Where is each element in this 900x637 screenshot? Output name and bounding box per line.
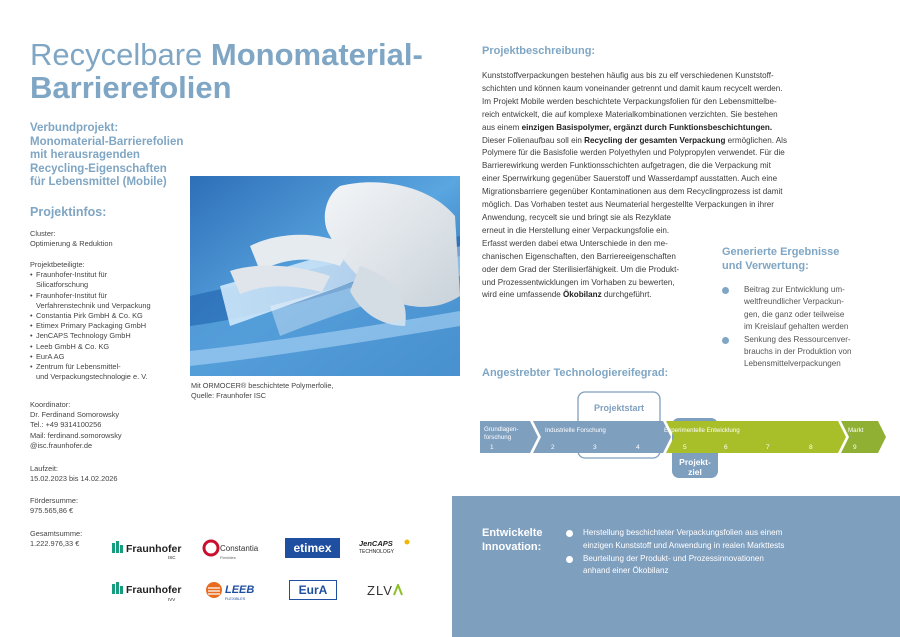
- subhead-line: für Lebensmittel (Mobile): [30, 176, 167, 188]
- zlv-leaf-icon: [393, 584, 403, 596]
- laufzeit-value: 15.02.2023 bis 14.02.2026: [30, 474, 118, 484]
- bullet-dot-icon: [722, 287, 729, 294]
- pb-line: Migrationsbarriere gegenüber Kontaminationen aus dem Recyclingprozess ist damit: [482, 187, 783, 197]
- pb-text-part: durchgeführt.: [601, 290, 652, 300]
- subhead-line: mit herausragenden: [30, 149, 140, 161]
- trl-phase-markt: [841, 421, 886, 453]
- fraunhofer-ivv-sub: IVV: [168, 597, 176, 602]
- pb-emphasis: Recycling der gesamten Verpackung: [584, 135, 726, 145]
- pb-line: [482, 135, 824, 148]
- gesamtsumme-label: Gesamtsumme:: [30, 529, 83, 538]
- innovation-heading-line: Innovation:: [482, 540, 542, 553]
- etimex-name: etimex: [293, 541, 332, 555]
- beteiligte-item: • JenCAPS Technology GmbH: [30, 331, 190, 341]
- beteiligte-label: Projektbeteiligte:: [30, 260, 85, 269]
- bullet-dot-icon: [566, 530, 573, 537]
- beteiligte-item: • Constantia Pirk GmbH & Co. KG: [30, 311, 190, 321]
- ergebnisse-heading: [722, 246, 882, 273]
- subhead-line: Monomaterial-Barrierefolien: [30, 135, 184, 148]
- pb-line: Polymere für die Basisfolie werden Polyethylen und Polypropylen verwendet. Für die: [482, 148, 785, 158]
- koordinator-mail: Mail: ferdinand.somorowsky: [30, 430, 122, 440]
- ergebnis-item: [722, 334, 887, 371]
- pb-text-part: ermöglichen. Als: [725, 135, 788, 145]
- jencaps-logo: [355, 536, 411, 560]
- subhead-line: Verbundprojekt:: [30, 122, 119, 134]
- pb-line: oder dem Grad der Sterilisierfähigkeit. Um die Produkt-: [482, 264, 680, 274]
- projektziel-label-1: Projekt-: [679, 457, 711, 467]
- trl-heading: Angestrebter Technologiereifegrad:: [482, 367, 669, 379]
- beteiligte-list: [30, 270, 190, 382]
- ergebnis-text: Senkung des Ressourcenver- brauchs in der Produktion von Lebensmittelverpackungen: [744, 334, 852, 369]
- innovation-list: [566, 527, 846, 578]
- foerdersumme-value: 975.565,86 €: [30, 506, 74, 516]
- fraunhofer-isc-logo: [110, 537, 182, 561]
- bullet-dot-icon: [566, 556, 573, 563]
- pb-line: reich entwickelt, die auf komplexe Materialkombinationen verzichten. Sie bestehen: [482, 109, 778, 119]
- beteiligte-item: • Leeb GmbH & Co. KG: [30, 342, 190, 352]
- projektbeschreibung-heading: Projektbeschreibung:: [482, 45, 596, 57]
- coated-film-photo: [190, 176, 460, 376]
- pb-text-part: aus einem: [482, 122, 522, 132]
- foerdersumme-block: [30, 496, 190, 516]
- fraunhofer-isc-name: Fraunhofer: [126, 543, 182, 555]
- trl-level: 9: [853, 444, 857, 451]
- trl-phase-experimentell: [666, 421, 846, 453]
- film-photo-illustration: [190, 176, 460, 376]
- constantia-name: Constantia: [220, 544, 259, 553]
- innovation-text: Beurteilung der Produkt- und Prozessinnovationen anhand einer Ökobilanz: [583, 553, 764, 576]
- beteiligte-item: • Etimex Primary Packaging GmbH: [30, 321, 190, 331]
- trl-level: 8: [809, 444, 813, 451]
- leeb-logo: [200, 578, 270, 602]
- bullet-dot-icon: [722, 337, 729, 344]
- pb-line: chanischen Eigenschaften, den Barriereeigenschaften: [482, 251, 676, 261]
- ergebnisse-heading-line: Generierte Ergebnisse: [722, 246, 840, 258]
- trl-phase-label: Industrielle Forschung: [545, 427, 606, 434]
- trl-phase-label: forschung: [484, 434, 512, 441]
- koordinator-name: Dr. Ferdinand Somorowsky: [30, 410, 120, 420]
- pb-line: Erfasst werden dabei etwa Unterschiede in den me-: [482, 238, 668, 248]
- pb-line: erneut in die Herstellung einer Verpackungsfolie ein.: [482, 225, 670, 235]
- cluster-block: [30, 229, 190, 249]
- ergebnis-text: Beitrag zur Entwicklung um- weltfreundlicher Verpackun- gen, die ganz oder teilweise im Kreislauf gehalten werden: [744, 285, 849, 332]
- title-bold-2: Barrierefolien: [30, 70, 232, 105]
- koordinator-block: [30, 400, 190, 451]
- beteiligte-item: • EurA AG: [30, 352, 190, 362]
- trl-level: 5: [683, 444, 687, 451]
- projektinfos-heading: Projektinfos:: [30, 205, 107, 219]
- etimex-logo: [285, 538, 340, 558]
- fraunhofer-ivv-name: Fraunhofer: [126, 584, 182, 596]
- constantia-sub: Flexibles: [220, 555, 236, 560]
- zlv-name: ZLV: [367, 582, 393, 598]
- pb-line: möglich. Das Vorhaben testet aus Neumaterial hergestellte Verpackungen in ihrer: [482, 200, 774, 210]
- beteiligte-item: • Zentrum für Lebensmittel- und Verpackungstechnologie e. V.: [30, 362, 190, 382]
- koordinator-tel: Tel.: +49 9314100256: [30, 420, 102, 430]
- projektstart-label: Projektstart: [593, 403, 645, 413]
- beteiligte-item: • Fraunhofer-Institut für Silicatforschung: [30, 270, 190, 290]
- fraunhofer-ivv-logo: [110, 578, 182, 604]
- innovation-heading: [482, 527, 543, 554]
- jencaps-sub: TECHNOLOGY: [359, 549, 395, 555]
- constantia-logo: [200, 536, 270, 564]
- innovation-item: [566, 527, 846, 553]
- caption-line: Quelle: Fraunhofer ISC: [191, 390, 267, 400]
- pb-line: Anwendung, recycelt sie und bringt sie als Rezyklate: [482, 212, 671, 222]
- ergebnisse-list: [722, 284, 887, 371]
- pb-line: Barrierewirkung werden Funktionsschichten aufgetragen, die die Verpackung mit: [482, 161, 771, 171]
- trl-level: 2: [551, 444, 555, 451]
- laufzeit-label: Laufzeit:: [30, 464, 58, 473]
- projektziel-label-2: ziel: [688, 467, 702, 477]
- gesamtsumme-value: 1.222.976,33 €: [30, 539, 80, 549]
- pb-line: Im Projekt Mobile werden beschichtete Verpackungsfolien für den Lebensmittelbe-: [482, 96, 777, 106]
- pb-line: [482, 122, 824, 135]
- beteiligte-item: • Fraunhofer-Institut für Verfahrenstechnik und Verpackung: [30, 291, 190, 311]
- photo-caption: [191, 381, 411, 400]
- foerdersumme-label: Fördersumme:: [30, 496, 79, 505]
- innovation-text: Herstellung beschichteter Verpackungsfolien aus einem einzigen Kunststoff und Anwendung in realen Markttests: [583, 528, 785, 550]
- trl-level: 4: [636, 444, 640, 451]
- page-title: [30, 38, 450, 104]
- trl-phase-label: Markt: [848, 427, 864, 434]
- laufzeit-block: [30, 464, 190, 484]
- koordinator-label: Koordinator:: [30, 400, 71, 409]
- pb-text-part: Dieser Folienaufbau soll ein: [482, 135, 585, 145]
- trl-level: 3: [593, 444, 597, 451]
- fraunhofer-isc-sub: ISC: [168, 555, 176, 560]
- jencaps-name: JenCAPS: [359, 539, 393, 548]
- koordinator-mail-domain: @isc.fraunhofer.de: [30, 440, 93, 450]
- cluster-label: Cluster:: [30, 229, 56, 238]
- beteiligte-block: [30, 260, 190, 382]
- title-light: Recycelbare: [30, 37, 211, 72]
- pb-line: Kunststoffverpackungen bestehen häufig aus bis zu elf verschiedenen Kunststoff-: [482, 71, 774, 80]
- pb-emphasis: Ökobilanz: [562, 290, 602, 300]
- eura-name: EurA: [298, 583, 328, 597]
- ergebnis-item: [722, 284, 887, 334]
- ergebnisse-heading-line: und Verwertung:: [722, 259, 809, 272]
- trl-level: 1: [490, 444, 494, 451]
- pb-emphasis: einzigen Basispolymer, ergänzt durch Funktionsbeschichtungen.: [521, 122, 773, 132]
- pb-line: und Prozessentwicklungen im Vorhaben zu bewerten,: [482, 277, 675, 287]
- trl-diagram: [478, 388, 890, 488]
- caption-line: Mit ORMOCER® beschichtete Polymerfolie,: [191, 381, 334, 390]
- leeb-sub: FLEXIBLES: [225, 597, 246, 601]
- eura-logo: [289, 580, 337, 600]
- leeb-name: LEEB: [225, 584, 255, 596]
- trl-phase-label: Grundlagen-: [484, 426, 519, 433]
- pb-text-part: wird eine umfassende: [482, 290, 563, 300]
- innovation-heading-line: Entwickelte: [482, 527, 543, 539]
- trl-level: 7: [766, 444, 770, 451]
- cluster-value: Optimierung & Reduktion: [30, 239, 113, 249]
- subhead-line: Recycling-Eigenschaften: [30, 162, 167, 175]
- trl-level: 6: [724, 444, 728, 451]
- project-subheading: [30, 122, 200, 190]
- zlv-logo: [360, 580, 410, 600]
- pb-line: einer Sperrwirkung gegenüber Sauerstoff und Wasserdampf ausstatten. Auch eine: [482, 174, 778, 184]
- title-bold-1: Monomaterial-: [210, 37, 423, 72]
- pb-line: schichten und können kaum voneinander getrennt und damit kaum recycelt werden.: [482, 83, 783, 93]
- innovation-item: [566, 553, 846, 579]
- trl-phase-label: Experimentelle Entwicklung: [664, 427, 740, 434]
